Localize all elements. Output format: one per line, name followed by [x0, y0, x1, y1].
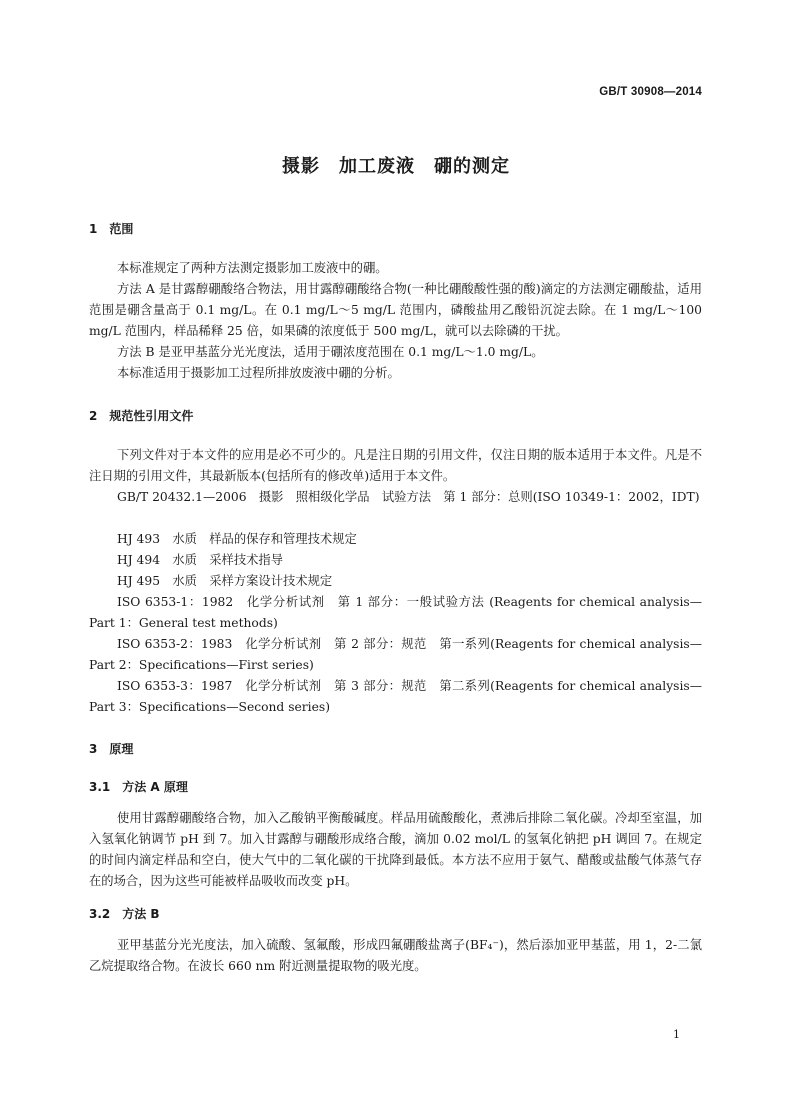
section-1-paragraph-1: 本标准规定了两种方法测定摄影加工废液中的硼。	[117, 261, 388, 275]
reference-hj-494: HJ 494 水质 采样技术指导	[117, 553, 284, 567]
reference-iso-6353-1: ISO 6353-1：1982 化学分析试剂 第 1 部分：一般试验方法 (Reagents for chemical analysis—Part 1：General test methods)	[89, 595, 702, 630]
page-number: 1	[673, 1028, 680, 1041]
section-1-paragraph-3: 方法 B 是亚甲基蓝分光光度法，适用于硼浓度范围在 0.1 mg/L～1.0 mg/L。	[117, 345, 544, 359]
section-3-1-text: 使用甘露醇硼酸络合物，加入乙酸钠平衡酸碱度。样品用硫酸酸化，煮沸后排除二氧化碳。冷却至室温，加入氢氧化钠调节 pH 到 7。加入甘露醇与硼酸形成络合酸，滴加 0.02 mol/L 的氢氧化钠把 pH 调回 7。在规定的时间内滴定样品和空白，使大气中的二氧化碳的干扰降到最低。本方法不应用于氨气、醋酸或盐酸气体蒸气存在的场合，因为这些可能被样品吸收而改变 pH。	[89, 811, 702, 888]
section-3-2-text: 亚甲基蓝分光光度法，加入硫酸、氢氟酸，形成四氟硼酸盐离子(BF₄⁻)，然后添加亚甲基蓝，用 1，2-二氯乙烷提取络合物。在波长 660 nm 附近测量提取物的吸光度。	[89, 938, 702, 973]
section-1-paragraph-2: 方法 A 是甘露醇硼酸络合物法，用甘露醇硼酸络合物(一种比硼酸酸性强的酸)滴定的方法测定硼酸盐，适用范围是硼含量高于 0.1 mg/L。在 0.1 mg/L～5 mg/L 范围内，磷酸盐用乙酸铅沉淀去除。在 1 mg/L～100 mg/L 范围内，样品稀释 25 倍，如果磷的浓度低于 500 mg/L，就可以去除磷的干扰。	[89, 282, 702, 338]
reference-hj-493: HJ 493 水质 样品的保存和管理技术规定	[117, 532, 357, 546]
section-2-heading: 2 规范性引用文件	[89, 409, 194, 423]
standard-code: GB/T 30908—2014	[599, 86, 702, 98]
section-1-heading: 1 范围	[89, 222, 134, 236]
section-3-2-heading: 3.2 方法 B	[89, 907, 160, 921]
section-1-paragraph-4: 本标准适用于摄影加工过程所排放废液中硼的分析。	[117, 366, 400, 380]
section-3-heading: 3 原理	[89, 742, 134, 756]
reference-hj-495: HJ 495 水质 采样方案设计技术规定	[117, 574, 333, 588]
section-2-intro: 下列文件对于本文件的应用是必不可少的。凡是注日期的引用文件，仅注日期的版本适用于本文件。凡是不注日期的引用文件，其最新版本(包括所有的修改单)适用于本文件。	[89, 448, 702, 483]
reference-iso-6353-3: ISO 6353-3：1987 化学分析试剂 第 3 部分：规范 第二系列(Reagents for chemical analysis—Part 3：Specifications—Second series)	[89, 679, 702, 714]
reference-gbt-20432: GB/T 20432.1—2006 摄影 照相级化学品 试验方法 第 1 部分：总则(ISO 10349-1：2002，IDT)	[117, 490, 700, 504]
document-title: 摄影 加工废液 硼的测定	[282, 156, 510, 177]
reference-iso-6353-2: ISO 6353-2：1983 化学分析试剂 第 2 部分：规范 第一系列(Reagents for chemical analysis—Part 2：Specifications—First series)	[89, 637, 702, 672]
section-3-1-heading: 3.1 方法 A 原理	[89, 780, 188, 794]
